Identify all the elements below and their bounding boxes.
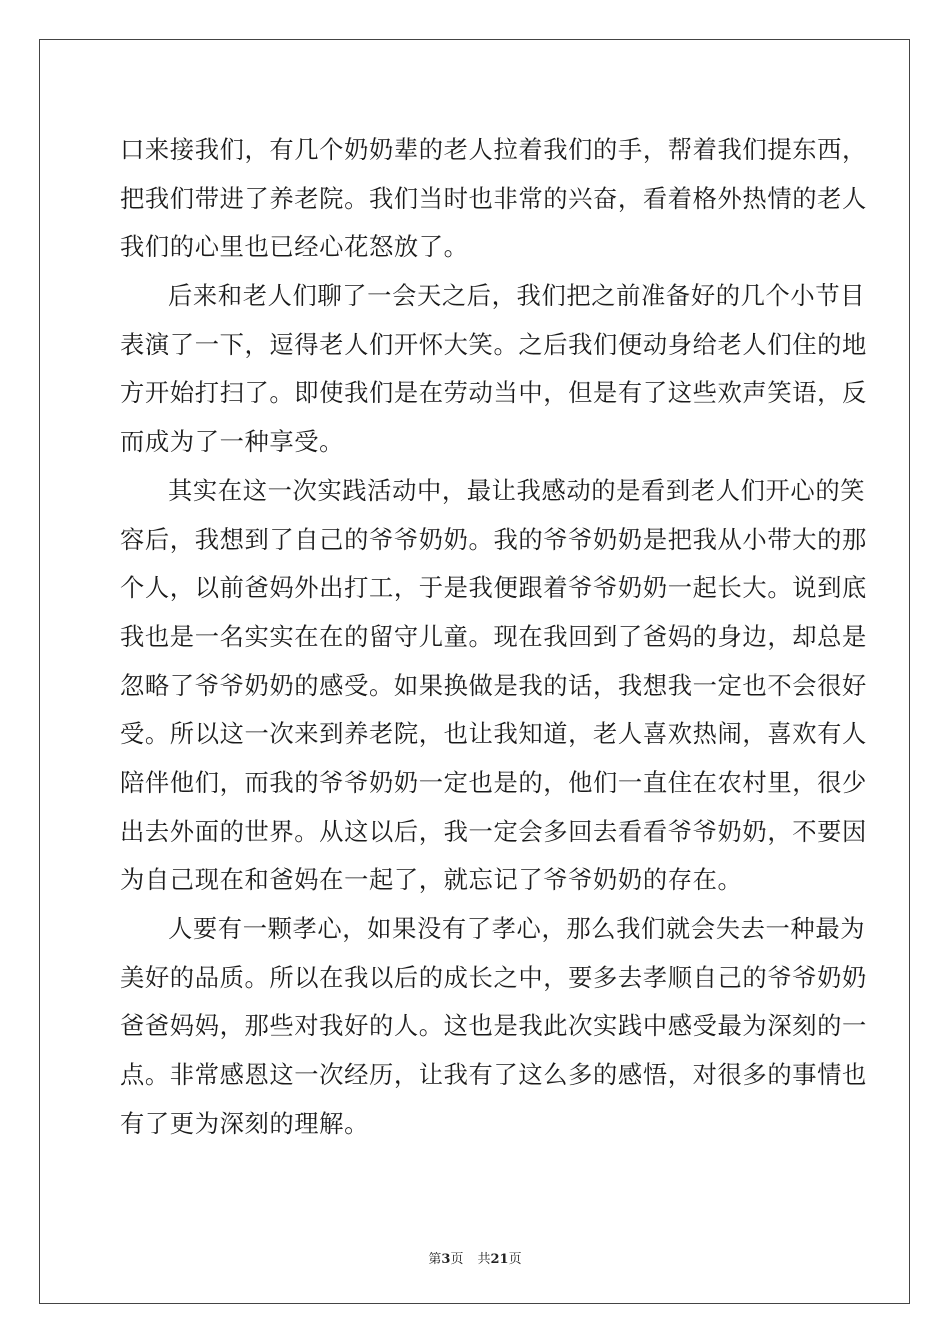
total-suffix: 页 [508, 1252, 522, 1267]
text-line: 而成为了一种享受。 [120, 427, 345, 457]
text-line: 爸爸妈妈，那些对我好的人。这也是我此次实践中感受最为深刻的一 [120, 1011, 867, 1041]
document-body [120, 126, 867, 1148]
text-line: 出去外面的世界。从这以后，我一定会多回去看看爷爷奶奶，不要因 [120, 816, 867, 846]
text-line: 为自己现在和爸妈在一起了，就忘记了爷爷奶奶的存在。 [120, 865, 743, 895]
page-suffix: 页 [450, 1252, 464, 1267]
text-line: 个人，以前爸妈外出打工，于是我便跟着爷爷奶奶一起长大。说到底 [120, 573, 867, 603]
text-line: 有了更为深刻的理解。 [120, 1108, 369, 1138]
text-line: 受。所以这一次来到养老院，也让我知道，老人喜欢热闹，喜欢有人 [120, 719, 867, 749]
page-number: 3 [441, 1252, 451, 1267]
text-line: 把我们带进了养老院。我们当时也非常的兴奋，看着格外热情的老人 [120, 183, 867, 213]
paragraph-start-line: 后来和老人们聊了一会天之后，我们把之前准备好的几个小节目 [168, 281, 866, 311]
page-prefix: 第 [428, 1252, 442, 1267]
text-line: 口来接我们，有几个奶奶辈的老人拉着我们的手，帮着我们提东西， [120, 135, 867, 164]
text-line: 我们的心里也已经心花怒放了。 [120, 232, 469, 262]
text-line: 忽略了爷爷奶奶的感受。如果换做是我的话，我想我一定也不会很好 [120, 670, 867, 700]
text-line: 点。非常感恩这一次经历，让我有了这么多的感悟，对很多的事情也 [120, 1060, 867, 1090]
text-line: 容后，我想到了自己的爷爷奶奶。我的爷爷奶奶是把我从小带大的那 [120, 524, 867, 554]
text-line: 美好的品质。所以在我以后的成长之中，要多去孝顺自己的爷爷奶奶 [120, 962, 867, 992]
text-line: 陪伴他们，而我的爷爷奶奶一定也是的，他们一直住在农村里，很少 [120, 767, 867, 797]
paragraph-start-line: 人要有一颗孝心，如果没有了孝心，那么我们就会失去一种最为 [168, 914, 866, 943]
total-pages: 21 [490, 1252, 509, 1267]
total-prefix: 共 [477, 1252, 491, 1267]
paragraph-start-line: 其实在这一次实践活动中，最让我感动的是看到老人们开心的笑 [168, 475, 866, 505]
text-line: 我也是一名实实在在的留守儿童。现在我回到了爸妈的身边，却总是 [120, 621, 867, 651]
text-line: 方开始打扫了。即使我们是在劳动当中，但是有了这些欢声笑语，反 [120, 378, 867, 408]
text-line: 表演了一下，逗得老人们开怀大笑。之后我们便动身给老人们住的地 [120, 329, 867, 359]
page-footer [0, 1248, 950, 1267]
